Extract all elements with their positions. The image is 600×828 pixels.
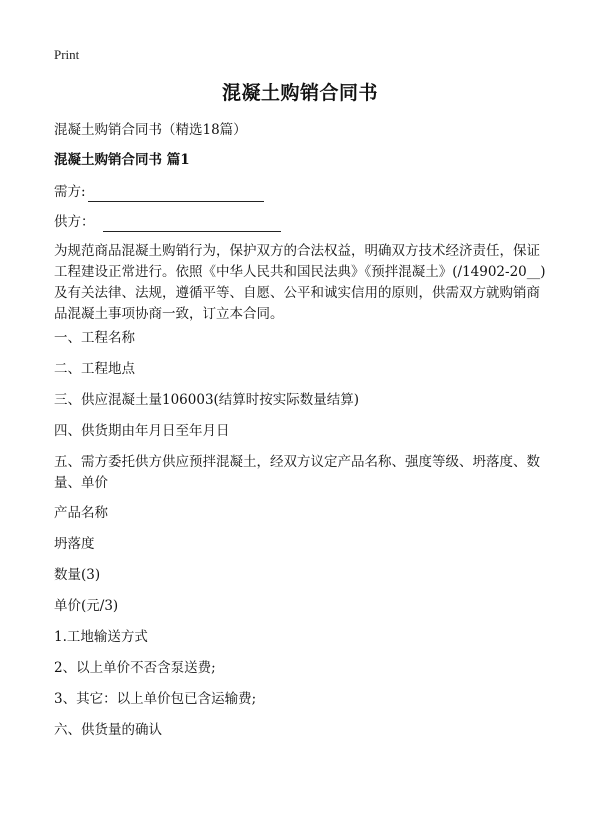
document-subtitle: 混凝土购销合同书（精选18篇） [54, 122, 247, 138]
clause-project-location: 二、工程地点 [54, 361, 135, 377]
clause-line: 五、需方委托供方供应预拌混凝土，经双方议定产品名称、强度等级、坍落度、数 [54, 454, 540, 470]
supplier-label: 供方： [54, 214, 95, 230]
buyer-blank-line [88, 186, 264, 202]
intro-paragraph [54, 241, 546, 325]
document-title: 混凝土购销合同书 [221, 82, 378, 104]
print-link[interactable]: Print [54, 47, 80, 62]
supplier-field [54, 212, 546, 232]
detail-product-name: 产品名称 [54, 505, 108, 521]
detail-pumping-fee: 2、以上单价不否含泵送费; [54, 660, 216, 676]
clause-project-name: 一、工程名称 [54, 330, 135, 346]
supplier-blank-line [103, 216, 281, 232]
detail-transport-fee: 3、其它：以上单价包已含运输费; [54, 691, 257, 707]
detail-slump: 坍落度 [54, 536, 95, 552]
clause-product-agreement [54, 452, 540, 494]
buyer-field [54, 182, 546, 202]
clause-supply-period: 四、供货期由年月日至年月日 [54, 423, 230, 439]
detail-quantity: 数量(3) [54, 567, 101, 583]
intro-line: 及有关法律、法规，遵循平等、自愿、公平和诚实信用的原则，供需双方就购销商 [54, 285, 540, 301]
intro-line: 工程建设正常进行。依照《中华人民共和国民法典》《预拌混凝土》(/14902-20__) [54, 264, 546, 280]
clause-supply-confirmation: 六、供货量的确认 [54, 722, 162, 738]
buyer-label: 需方: [54, 184, 86, 200]
clause-line: 量、单价 [54, 475, 108, 491]
intro-line: 为规范商品混凝土购销行为，保护双方的合法权益，明确双方技术经济责任，保证 [54, 243, 540, 259]
detail-delivery-method: 1.工地输送方式 [54, 629, 148, 645]
detail-unit-price: 单价(元/3) [54, 598, 119, 614]
clause-concrete-quantity: 三、供应混凝土量106003(结算时按实际数量结算) [54, 392, 360, 408]
section-heading: 混凝土购销合同书 篇1 [54, 152, 190, 168]
intro-line: 品混凝土事项协商一致，订立本合同。 [54, 306, 284, 322]
